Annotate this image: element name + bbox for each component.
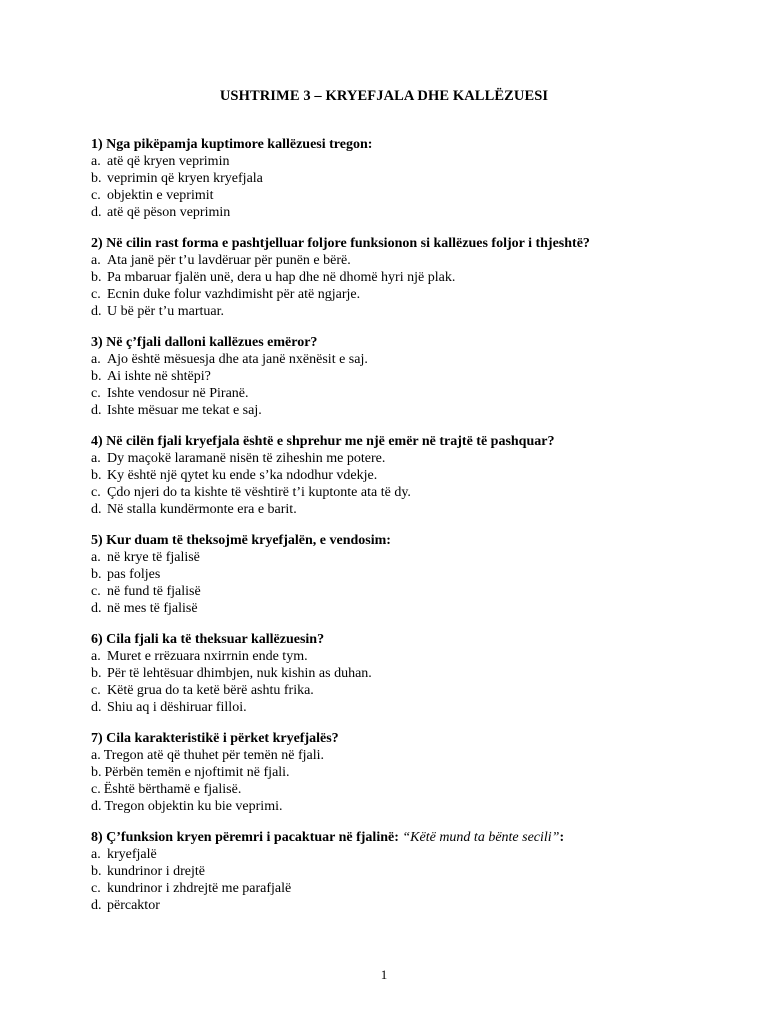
- option-letter: a.: [91, 352, 101, 367]
- option-text: Është bërthamë e fjalisë.: [103, 782, 242, 797]
- option-letter: c.: [91, 782, 101, 797]
- answer-option: [91, 170, 691, 187]
- option-letter: b.: [91, 468, 102, 483]
- option-letter: b.: [91, 666, 102, 681]
- answer-option: [91, 385, 691, 402]
- option-text: Dy maçokë laramanë nisën të ziheshin me potere.: [107, 451, 386, 466]
- question-prompt: 2) Në cilin rast forma e pashtjelluar foljore funksionon si kallëzues foljor i thjeshtë?: [91, 236, 590, 251]
- answer-option: [91, 501, 691, 518]
- answer-option: [91, 764, 691, 781]
- question-5: [91, 532, 691, 617]
- answer-option: [91, 665, 691, 682]
- option-letter: b.: [91, 765, 102, 780]
- question-prompt: 3) Në ç’fjali dalloni kallëzues emëror?: [91, 335, 318, 350]
- option-text: Ishte mësuar me tekat e saj.: [107, 403, 262, 418]
- question-6: [91, 631, 691, 716]
- question-prompt: 5) Kur duam të theksojmë kryefjalën, e vendosim:: [91, 533, 391, 548]
- option-text: Në stalla kundërmonte era e barit.: [107, 502, 297, 517]
- option-text: Ajo është mësuesja dhe ata janë nxënësit e saj.: [107, 352, 368, 367]
- answer-option: [91, 368, 691, 385]
- answer-option: [91, 467, 691, 484]
- answer-option: [91, 303, 691, 320]
- answer-option: [91, 747, 691, 764]
- question-suffix: :: [559, 830, 565, 845]
- option-letter: a.: [91, 154, 101, 169]
- option-text: Përbën temën e njoftimit në fjali.: [104, 765, 290, 780]
- question-text: [91, 334, 691, 351]
- option-text: U bë për t’u martuar.: [107, 304, 225, 319]
- question-text: [91, 730, 691, 747]
- page-title: USHTRIME 3 – KRYEFJALA DHE KALLËZUESI: [219, 88, 549, 104]
- option-letter: d.: [91, 898, 102, 913]
- option-text: në fund të fjalisë: [107, 584, 201, 599]
- question-text: [91, 631, 691, 648]
- option-text: Tregon objektin ku bie veprimi.: [104, 799, 283, 814]
- question-prompt: 4) Në cilën fjali kryefjala është e shprehur me një emër në trajtë të pashquar?: [91, 434, 555, 449]
- option-text: pas foljes: [107, 567, 161, 582]
- option-letter: a.: [91, 550, 101, 565]
- answer-option: [91, 351, 691, 368]
- option-letter: d.: [91, 700, 102, 715]
- option-text: Tregon atë që thuhet për temën në fjali.: [103, 748, 325, 763]
- option-text: veprimin që kryen kryefjala: [107, 171, 263, 186]
- answer-option: [91, 187, 691, 204]
- answer-option: [91, 682, 691, 699]
- answer-option: [91, 450, 691, 467]
- option-text: atë që pëson veprimin: [107, 205, 231, 220]
- option-letter: c.: [91, 683, 101, 698]
- question-1: [91, 136, 691, 221]
- answer-option: [91, 566, 691, 583]
- answer-option: [91, 798, 691, 815]
- question-text: [91, 532, 691, 549]
- option-letter: b.: [91, 369, 102, 384]
- answer-option: [91, 863, 691, 880]
- question-text: [91, 136, 691, 153]
- option-text: Shiu aq i dëshiruar filloi.: [107, 700, 247, 715]
- answer-option: [91, 484, 691, 501]
- option-text: në krye të fjalisë: [107, 550, 200, 565]
- option-letter: b.: [91, 567, 102, 582]
- option-letter: b.: [91, 270, 102, 285]
- option-letter: d.: [91, 304, 102, 319]
- option-text: objektin e veprimit: [107, 188, 214, 203]
- option-text: Pa mbaruar fjalën unë, dera u hap dhe në dhomë hyri një plak.: [107, 270, 456, 285]
- question-2: [91, 235, 691, 320]
- answer-option: [91, 286, 691, 303]
- question-quote: “Këtë mund ta bënte secili”: [402, 830, 560, 845]
- answer-option: [91, 269, 691, 286]
- question-text: [91, 829, 691, 846]
- answer-option: [91, 402, 691, 419]
- option-text: në mes të fjalisë: [107, 601, 198, 616]
- option-letter: d.: [91, 601, 102, 616]
- answer-option: [91, 781, 691, 798]
- question-prompt: 1) Nga pikëpamja kuptimore kallëzuesi tregon:: [91, 137, 373, 152]
- answer-option: [91, 204, 691, 221]
- question-prompt: 8) Ç’funksion kryen përemri i pacaktuar në fjalinë:: [91, 830, 403, 845]
- option-letter: a.: [91, 253, 101, 268]
- option-letter: c.: [91, 386, 101, 401]
- answer-option: [91, 846, 691, 863]
- question-3: [91, 334, 691, 419]
- option-letter: d.: [91, 799, 102, 814]
- option-text: kundrinor i zhdrejtë me parafjalë: [107, 881, 292, 896]
- option-text: Çdo njeri do ta kishte të vështirë t’i kuptonte ata të dy.: [107, 485, 411, 500]
- option-letter: a.: [91, 847, 101, 862]
- question-list: [91, 136, 691, 928]
- answer-option: [91, 583, 691, 600]
- option-letter: a.: [91, 649, 101, 664]
- option-text: Për të lehtësuar dhimbjen, nuk kishin as duhan.: [107, 666, 372, 681]
- answer-option: [91, 699, 691, 716]
- option-text: Ecnin duke folur vazhdimisht për atë ngjarje.: [107, 287, 361, 302]
- option-text: Këtë grua do ta ketë bërë ashtu frika.: [107, 683, 314, 698]
- option-text: atë që kryen veprimin: [107, 154, 230, 169]
- option-letter: c.: [91, 188, 101, 203]
- option-text: përcaktor: [107, 898, 160, 913]
- option-letter: a.: [91, 451, 101, 466]
- question-8: [91, 829, 691, 914]
- question-text: [91, 235, 691, 252]
- answer-option: [91, 880, 691, 897]
- option-text: kryefjalë: [107, 847, 157, 862]
- option-letter: c.: [91, 287, 101, 302]
- answer-option: [91, 549, 691, 566]
- question-text: [91, 433, 691, 450]
- option-letter: a.: [91, 748, 101, 763]
- option-text: Ky është një qytet ku ende s’ka ndodhur vdekje.: [107, 468, 378, 483]
- question-7: [91, 730, 691, 815]
- answer-option: [91, 897, 691, 914]
- option-letter: c.: [91, 584, 101, 599]
- question-prompt: 7) Cila karakteristikë i përket kryefjalës?: [91, 731, 339, 746]
- question-4: [91, 433, 691, 518]
- page-number: 1: [380, 967, 388, 982]
- answer-option: [91, 600, 691, 617]
- answer-option: [91, 153, 691, 170]
- option-text: Muret e rrëzuara nxirrnin ende tym.: [107, 649, 308, 664]
- answer-option: [91, 648, 691, 665]
- answer-option: [91, 252, 691, 269]
- option-letter: c.: [91, 881, 101, 896]
- option-text: kundrinor i drejtë: [107, 864, 205, 879]
- option-text: Ata janë për t’u lavdëruar për punën e bërë.: [107, 253, 351, 268]
- option-letter: c.: [91, 485, 101, 500]
- option-letter: b.: [91, 864, 102, 879]
- option-letter: d.: [91, 205, 102, 220]
- option-letter: d.: [91, 403, 102, 418]
- question-prompt: 6) Cila fjali ka të theksuar kallëzuesin?: [91, 632, 325, 647]
- option-letter: b.: [91, 171, 102, 186]
- option-text: Ai ishte në shtëpi?: [107, 369, 211, 384]
- option-text: Ishte vendosur në Piranë.: [107, 386, 249, 401]
- option-letter: d.: [91, 502, 102, 517]
